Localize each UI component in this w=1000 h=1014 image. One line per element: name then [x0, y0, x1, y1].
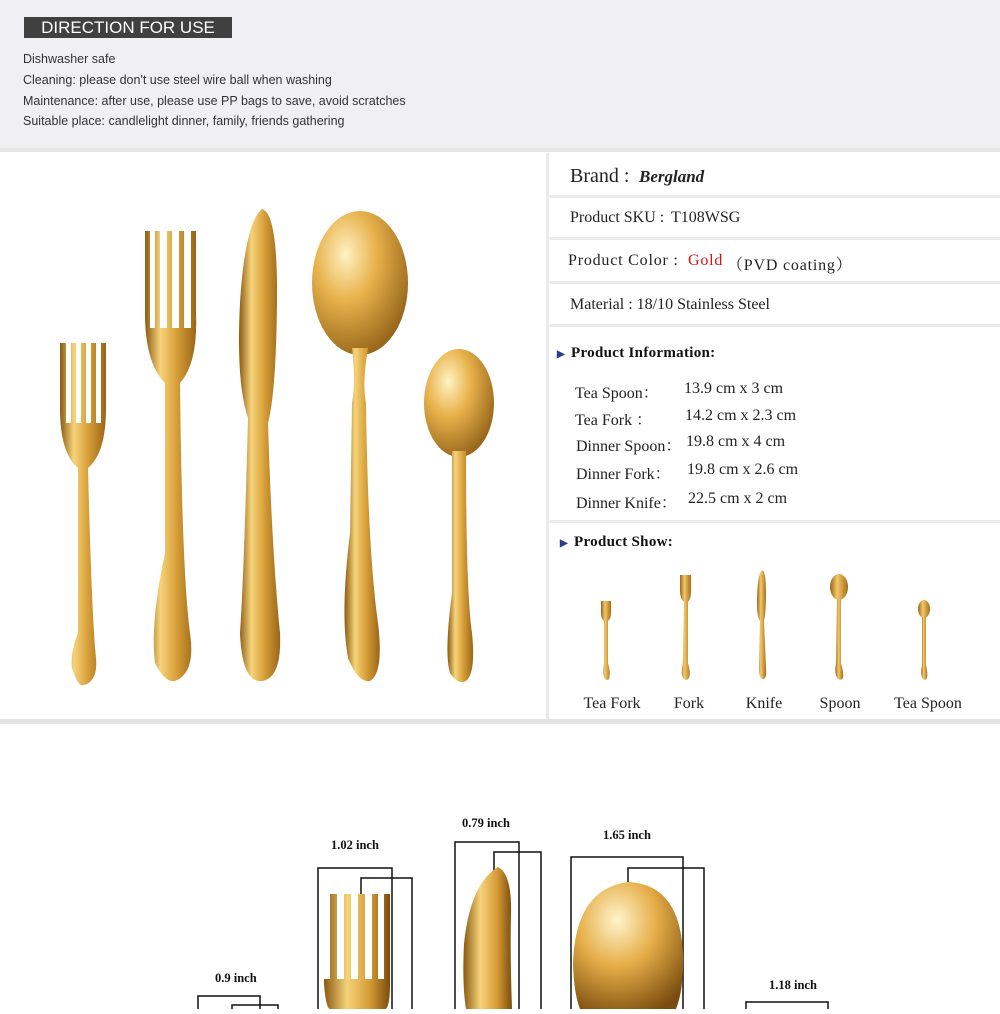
- spec-size: 19.8 cm x 4 cm: [686, 433, 786, 450]
- usage-section: [0, 0, 1000, 148]
- spec-name: Dinner Spoon：: [576, 438, 682, 455]
- tea-fork-image: [60, 343, 106, 685]
- tea-fork-dimension-bracket: [198, 996, 278, 1009]
- product-info-heading: ▶ Product Information:: [557, 345, 716, 361]
- brand-label: Brand :: [570, 165, 630, 187]
- show-label: Spoon: [819, 695, 861, 712]
- spec-size: 19.8 cm x 2.6 cm: [687, 461, 799, 478]
- sku-row: [549, 198, 1000, 237]
- show-label: Tea Fork: [583, 695, 641, 712]
- spec-name: Dinner Knife：: [576, 495, 677, 512]
- spec-size: 14.2 cm x 2.3 cm: [685, 407, 797, 424]
- usage-line: Dishwasher safe: [23, 52, 116, 66]
- dimension-label: 1.02 inch: [331, 838, 379, 852]
- show-label: Knife: [745, 695, 783, 712]
- usage-line: Maintenance: after use, please use PP bags to save, avoid scratches: [23, 94, 406, 108]
- sku-value: T108WSG: [671, 209, 741, 226]
- show-tea-fork-image: [601, 601, 611, 680]
- dimension-label: 1.18 inch: [769, 978, 817, 992]
- product-photo: [0, 153, 545, 719]
- triangle-icon: ▶: [557, 349, 565, 360]
- triangle-icon: ▶: [560, 538, 568, 549]
- show-label: Fork: [673, 695, 705, 712]
- spec-size: 22.5 cm x 2 cm: [688, 490, 788, 507]
- usage-line: Cleaning: please don't use steel wire ball when washing: [23, 73, 332, 87]
- show-label: Tea Spoon: [894, 695, 962, 712]
- knife-dimension-image: [463, 867, 512, 1009]
- brand-row: [549, 153, 1000, 195]
- dimension-diagram: [0, 724, 1000, 1009]
- sku-label: Product SKU :: [570, 209, 665, 226]
- color-value: Gold: [688, 252, 724, 269]
- dimension-label: 1.65 inch: [603, 828, 651, 842]
- material-row: [549, 284, 1000, 324]
- brand-value: Bergland: [639, 167, 705, 186]
- dinner-spoon-image: [312, 211, 408, 681]
- material-text: Material : 18/10 Stainless Steel: [570, 296, 770, 313]
- spec-name: Tea Spoon：: [575, 385, 659, 402]
- dimension-label: 0.79 inch: [462, 816, 510, 830]
- show-knife-image: [757, 570, 766, 679]
- spec-name: Tea Fork ：: [575, 412, 653, 429]
- product-show-section: [549, 523, 1000, 719]
- spec-size: 13.9 cm x 3 cm: [684, 380, 784, 397]
- section-divider: [0, 148, 1000, 152]
- fork-dimension-image: [324, 894, 390, 1009]
- dimension-label: 0.9 inch: [215, 971, 257, 985]
- spec-name: Dinner Fork：: [576, 466, 671, 483]
- color-note: （PVD coating）: [727, 257, 853, 274]
- spoon-dimension-image: [573, 882, 683, 1009]
- show-tea-spoon-image: [918, 600, 930, 680]
- usage-line: Suitable place: candlelight dinner, family, friends gathering: [23, 114, 345, 128]
- usage-title: DIRECTION FOR USE: [24, 17, 232, 38]
- show-fork-image: [680, 575, 691, 680]
- product-show-heading: ▶ Product Show:: [560, 534, 674, 550]
- color-row: [549, 240, 1000, 281]
- dinner-fork-image: [145, 231, 196, 681]
- knife-image: [239, 209, 280, 681]
- color-label: Product Color :: [568, 252, 679, 269]
- tea-spoon-dimension-bracket: [746, 1002, 828, 1009]
- show-spoon-image: [830, 574, 848, 680]
- tea-spoon-image: [424, 349, 494, 682]
